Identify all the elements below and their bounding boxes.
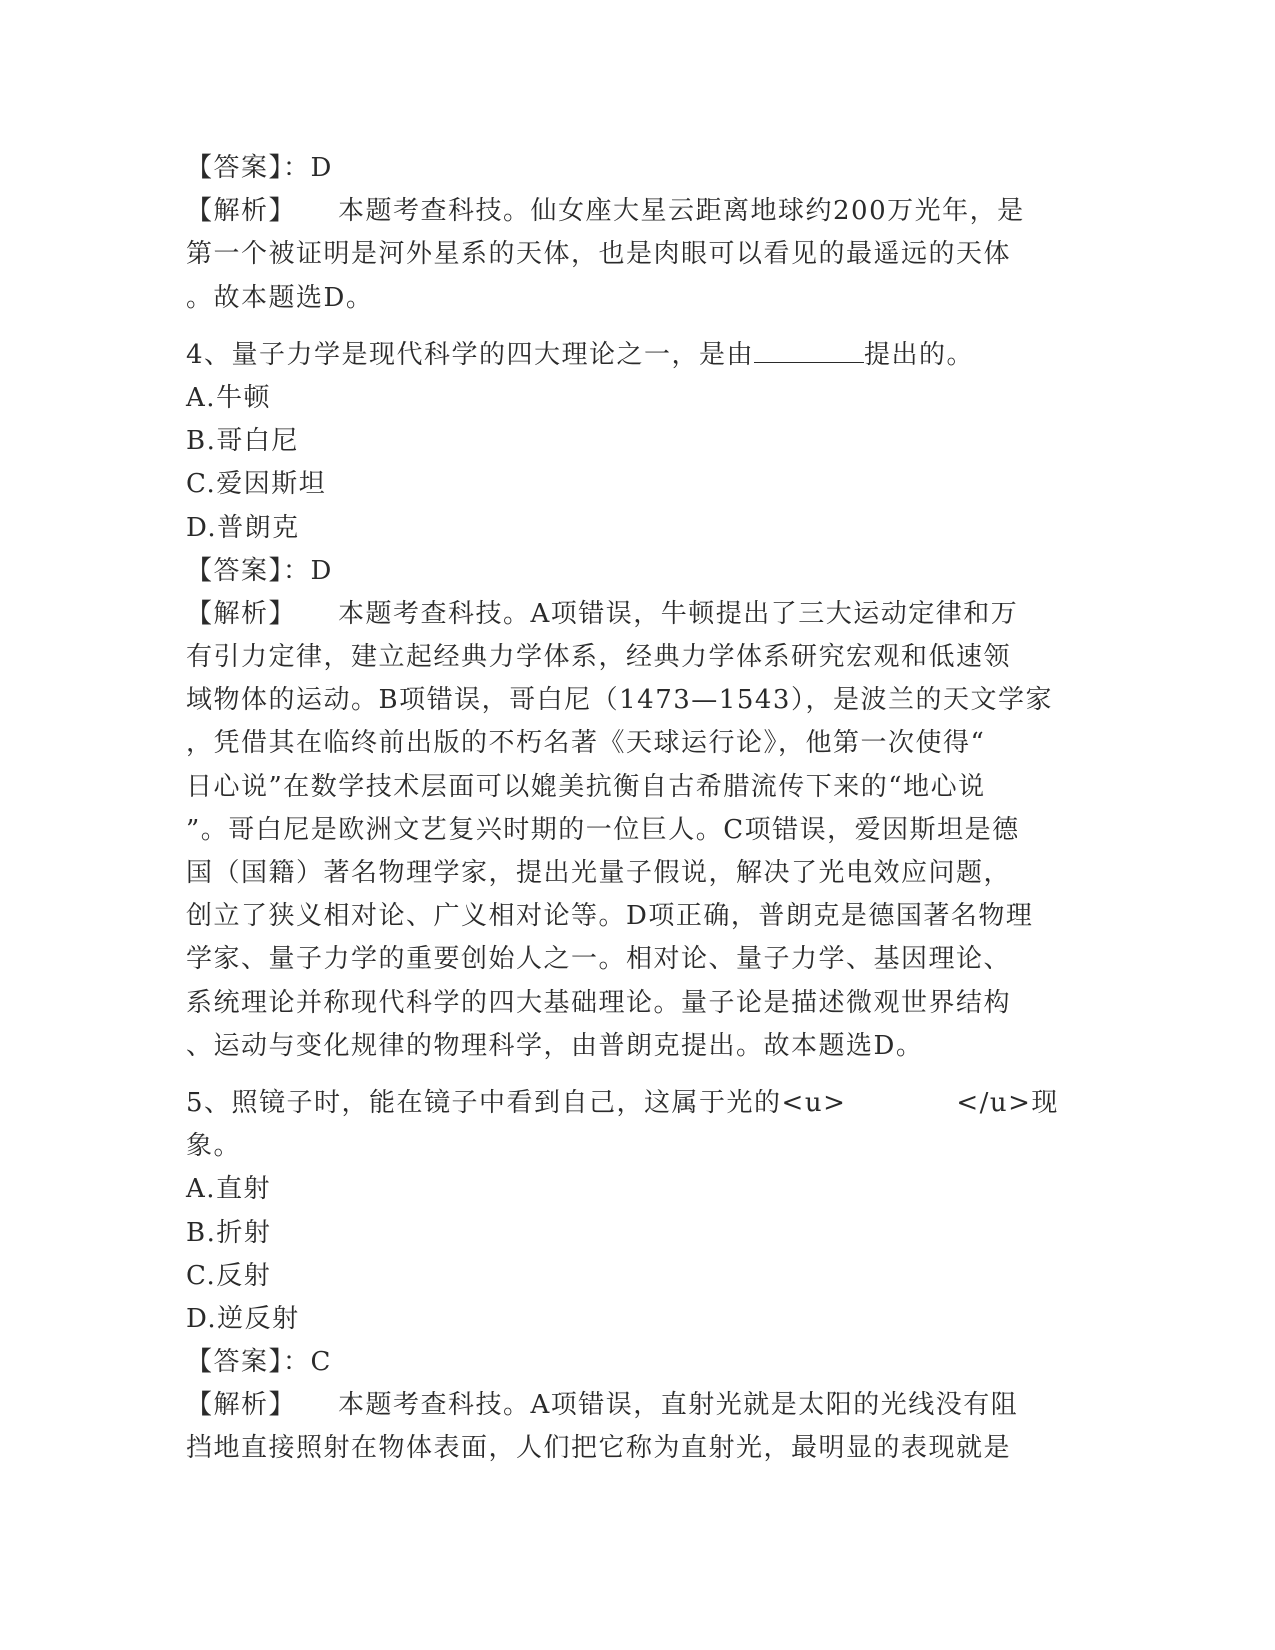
analysis-text: 本题考查科技。A项错误，牛顿提出了三大运动定律和万: [338, 598, 1019, 629]
question-stem: [186, 1082, 1076, 1125]
analysis-line: 挡地直接照射在物体表面，人们把它称为直射光，最明显的表现就是: [186, 1433, 1012, 1464]
answer-label: 【答案】：: [186, 153, 311, 183]
option-a: A.牛顿: [186, 382, 272, 413]
analysis-line: 创立了狭义相对论、广义相对论等。D项正确，普朗克是德国著名物理: [186, 901, 1034, 932]
analysis-line: 学家、量子力学的重要创始人之一。相对论、量子力学、基因理论、: [186, 944, 1012, 975]
analysis-line: 日心说”在数学技术层面可以媲美抗衡自古希腊流传下来的“地心说: [186, 771, 986, 802]
analysis-line: [186, 190, 1076, 233]
option-b: B.折射: [186, 1217, 272, 1248]
answer-line: [186, 1341, 1076, 1384]
question-stem-continued: 象。: [186, 1131, 242, 1162]
option-b: B.哥白尼: [186, 426, 299, 457]
analysis-label: 【解析】: [186, 1390, 297, 1421]
answer-line: [186, 550, 1076, 593]
analysis-line: 、运动与变化规律的物理科学，由普朗克提出。故本题选D。: [186, 1030, 924, 1061]
analysis-line: 国（国籍）著名物理学家，提出光量子假说，解决了光电效应问题，: [186, 858, 1012, 888]
analysis-line: ，凭借其在临终前出版的不朽名著《天球运行论》，他第一次使得“: [186, 728, 986, 759]
answer-line: [186, 147, 1076, 190]
analysis-line: 第一个被证明是河外星系的天体，也是肉眼可以看见的最遥远的天体: [186, 239, 1012, 270]
analysis-label: 【解析】: [186, 598, 297, 629]
analysis-text: 本题考查科技。A项错误，直射光就是太阳的光线没有阻: [338, 1390, 1019, 1421]
question-stem-after: 提出的。: [864, 339, 975, 370]
option-c: C.爱因斯坦: [186, 469, 327, 500]
analysis-line: ”。哥白尼是欧洲文艺复兴时期的一位巨人。C项错误，爱因斯坦是德: [186, 814, 1020, 845]
question-stem-before: 5、照镜子时，能在镜子中看到自己，这属于光的<u>: [186, 1087, 847, 1118]
analysis-line: 域物体的运动。B项错误，哥白尼（1473—1543），是波兰的天文学家: [186, 685, 1053, 716]
answer-value: C: [310, 1347, 332, 1378]
answer-label: 【答案】：: [186, 1347, 311, 1378]
analysis-line: 有引力定律，建立起经典力学体系，经典力学体系研究宏观和低速领: [186, 642, 1012, 673]
option-d: D.普朗克: [186, 512, 300, 543]
answer-label: 【答案】：: [186, 555, 311, 586]
option-c: C.反射: [186, 1260, 272, 1291]
analysis-line: 。故本题选D。: [186, 282, 374, 313]
analysis-text: 本题考查科技。仙女座大星云距离地球约200万光年，是: [338, 196, 1025, 227]
answer-value: D: [310, 153, 333, 183]
fill-in-blank: [754, 336, 864, 363]
analysis-line: [186, 1384, 1076, 1427]
option-a: A.直射: [186, 1174, 272, 1205]
answer-value: D: [310, 555, 333, 586]
question-stem: [186, 334, 1076, 377]
question-stem-after: </u>现: [956, 1087, 1059, 1118]
analysis-label: 【解析】: [186, 196, 297, 227]
question-stem-before: 4、量子力学是现代科学的四大理论之一，是由: [186, 339, 755, 370]
analysis-line: [186, 593, 1076, 636]
document-page: [186, 147, 1076, 1471]
option-d: D.逆反射: [186, 1303, 300, 1334]
analysis-line: 系统理论并称现代科学的四大基础理论。量子论是描述微观世界结构: [186, 987, 1012, 1018]
